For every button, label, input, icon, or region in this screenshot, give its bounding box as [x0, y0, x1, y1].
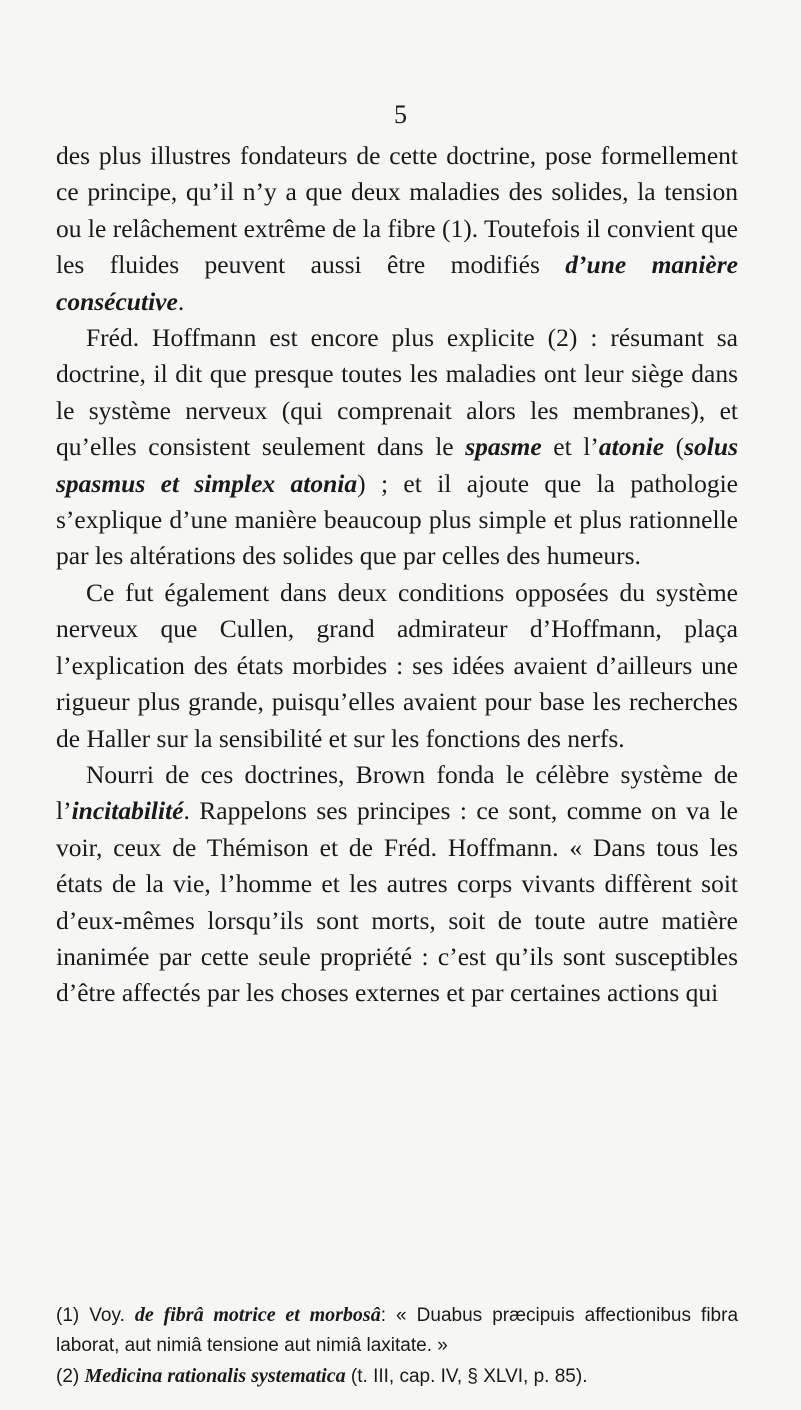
body-text	[56, 138, 738, 1012]
paragraph-1-text-2: .	[177, 286, 185, 316]
footnote-2-italic-1: Medicina rationalis systematica	[84, 1365, 346, 1387]
paragraph-4-text-2: . Rappelons ses principes : ce sont, comme on va le voir, ceux de Thémison et de Fréd. Hoffmann. « Dans tous les états de la vie, l’homme et les autres corps vivants diffèrent soit d’eux-mêmes lorsqu’ils sont morts, soit de toute autre matière inanimée par cette seule propriété : c’est qu’ils sont susceptibles d’être affectés par les choses externes et par certaines actions qui	[56, 796, 738, 1008]
footnote-2-text-1: (2)	[56, 1366, 85, 1387]
page-number: 5	[394, 100, 407, 129]
paragraph-2	[56, 320, 738, 575]
paragraph-3	[56, 575, 738, 757]
paragraph-4-italic-1: incitabilité	[71, 796, 184, 826]
footnote-2	[56, 1361, 738, 1392]
paragraph-2-italic-2: atonie	[598, 432, 665, 462]
paragraph-2-italic-3: solus spasmus et simplex atonia	[56, 432, 738, 498]
footnote-1-italic-1: de fibrâ motrice et morbosâ	[134, 1304, 381, 1326]
paragraph-2-italic-1: spasme	[465, 432, 542, 462]
paragraph-3-text-1: Ce fut également dans deux conditions opposées du système nerveux que Cullen, grand admirateur d’Hoffmann, plaça l’explication des états morbides : ses idées avaient d’ailleurs une rigueur plus grande, puisqu’elles avaient pour base les recherches de Haller sur la sensibilité et sur les fonctions des nerfs.	[56, 577, 738, 753]
footnote-1-text-2: : « Duabus præcipuis affectionibus fibra laborat, aut nimiâ tensione aut nimiâ laxitate. »	[56, 1305, 739, 1356]
paragraph-2-text-4: ) ; et il ajoute que la pathologie s’explique d’une manière beaucoup plus simple et plus rationnelle par les altérations des solides que par celles des humeurs.	[56, 468, 738, 571]
footnote-1-text-1: (1) Voy.	[56, 1305, 135, 1326]
footnotes	[56, 1300, 738, 1392]
footnote-2-text-2: (t. III, cap. IV, § XLVI, p. 85).	[345, 1366, 588, 1387]
paragraph-4	[56, 757, 738, 1012]
paragraph-2-text-2: et l’	[541, 432, 599, 462]
paragraph-2-text-3: (	[664, 432, 685, 462]
paragraph-1-italic-1: d’une manière consécutive	[56, 250, 738, 316]
paragraph-4-text-1: Nourri de ces doctrines, Brown fonda le célèbre système de l’	[56, 759, 738, 826]
paragraph-1	[56, 138, 738, 320]
paragraph-2-text-1: Fréd. Hoffmann est encore plus explicite (2) : résumant sa doctrine, il dit que presque toutes les maladies ont leur siège dans le système nerveux (qui comprenait alors les membranes), et qu’elles consistent seulement dans le	[56, 323, 738, 462]
paragraph-1-text-1: des plus illustres fondateurs de cette doctrine, pose formellement ce principe, qu’il n’y a que deux maladies des solides, la tension ou le relâchement extrême de la fibre (1). Toutefois il convient que les fluides peuvent aussi être modifiés	[56, 141, 738, 280]
footnote-1	[56, 1300, 738, 1361]
